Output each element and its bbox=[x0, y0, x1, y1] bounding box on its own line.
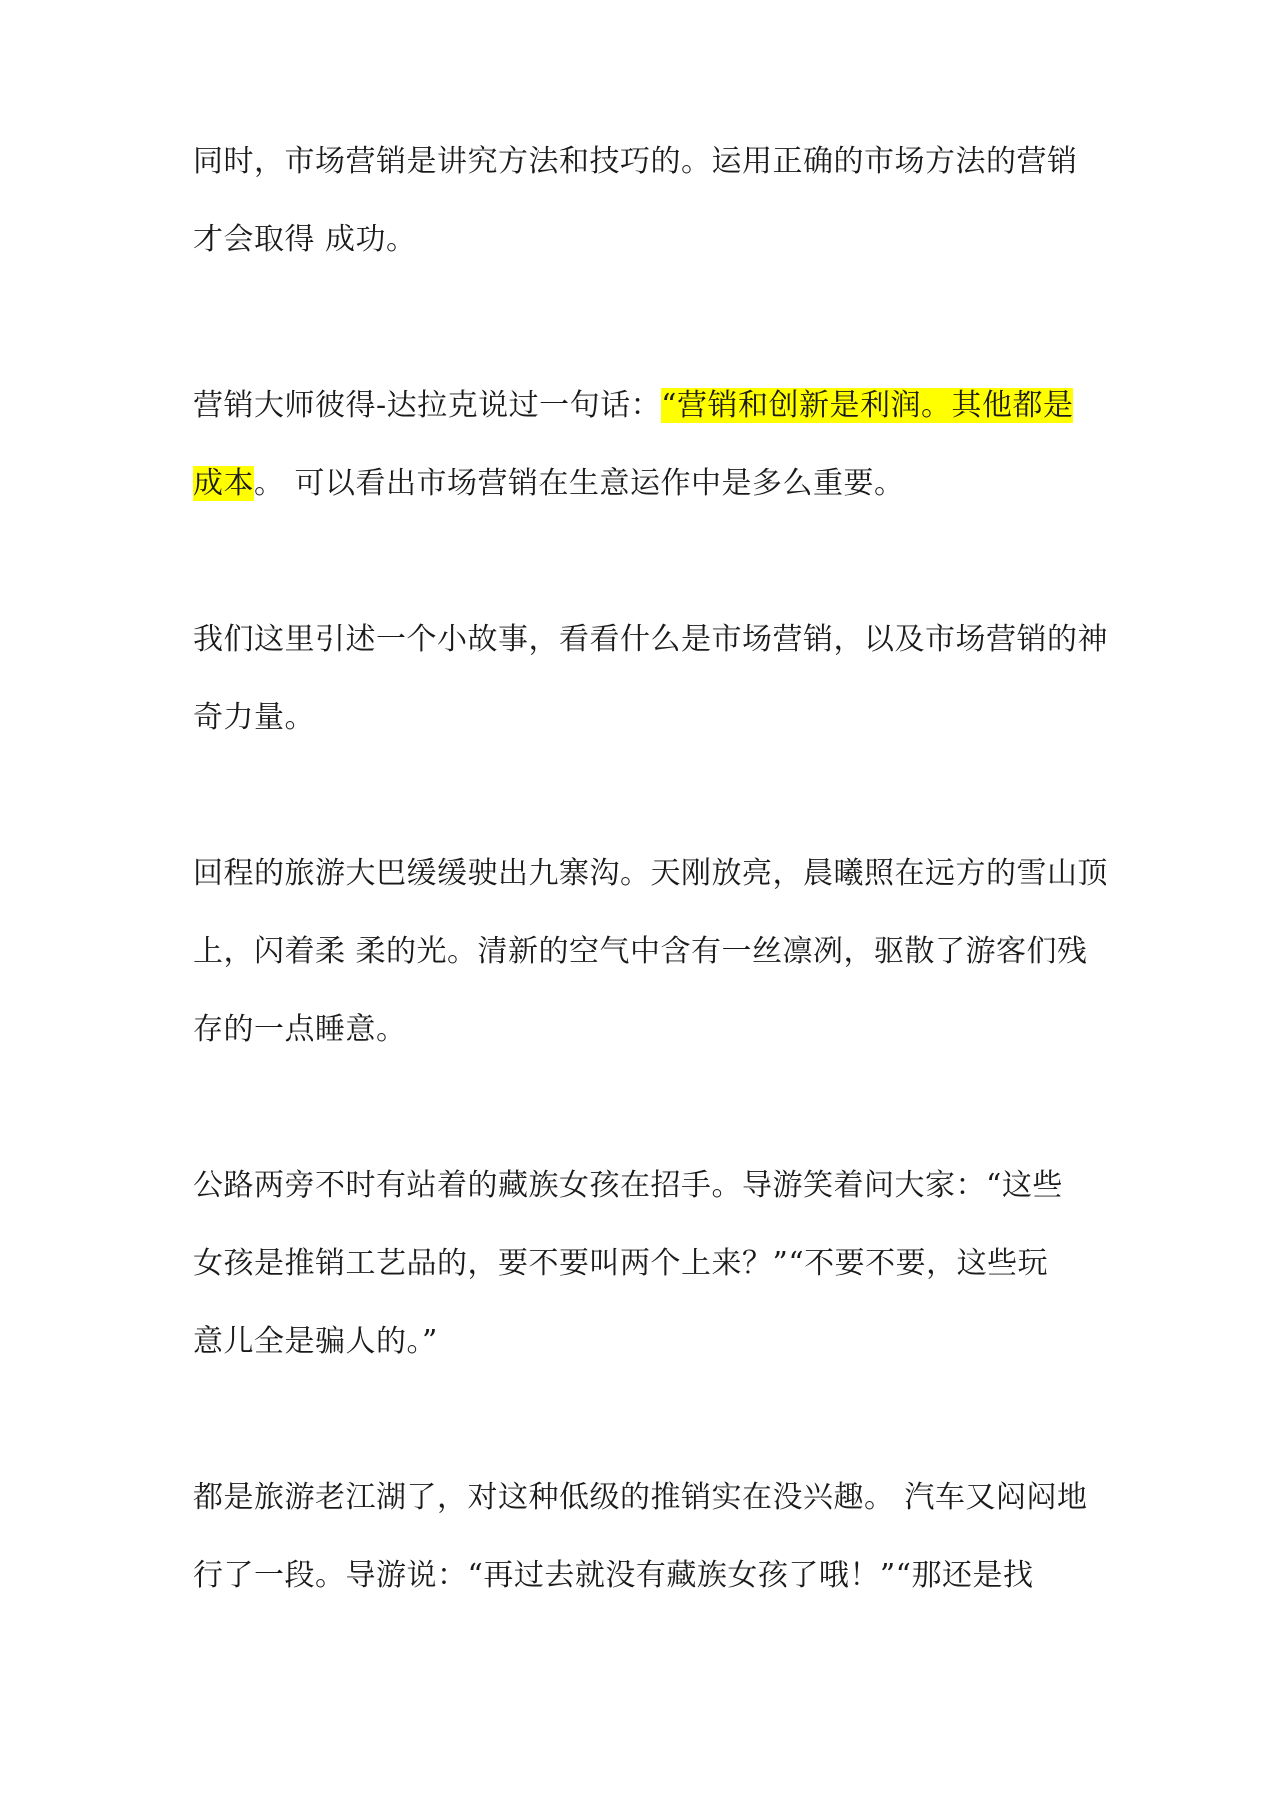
paragraph-5-line-1: 公路两旁不时有站着的藏族女孩在招手。导游笑着问大家：“这些 bbox=[193, 1168, 1063, 1203]
paragraph-6-line-1: 都是旅游老江湖了，对这种低级的推销实在没兴趣。 汽车又闷闷地 bbox=[193, 1480, 1088, 1515]
paragraph-4-line-3: 存的一点睡意。 bbox=[193, 1012, 407, 1047]
paragraph-5-line-3: 意儿全是骗人的。” bbox=[193, 1324, 438, 1359]
paragraph-4-line-2: 上，闪着柔 柔的光。清新的空气中含有一丝凛冽，驱散了游客们残 bbox=[193, 934, 1088, 969]
paragraph-2-line-2 bbox=[193, 462, 905, 506]
paragraph-4-line-1: 回程的旅游大巴缓缓驶出九寨沟。天刚放亮，晨曦照在远方的雪山顶 bbox=[193, 856, 1108, 891]
paragraph-2-remainder: 。 可以看出市场营销在生意运作中是多么重要。 bbox=[254, 466, 905, 501]
paragraph-3-line-1: 我们这里引述一个小故事，看看什么是市场营销，以及市场营销的神 bbox=[193, 622, 1108, 657]
highlighted-quote: “营销和创新是利润。其他都是 bbox=[661, 388, 1074, 423]
paragraph-1-line-1: 同时，市场营销是讲究方法和技巧的。运用正确的市场方法的营销 bbox=[193, 144, 1078, 179]
paragraph-6-line-2: 行了一段。导游说：“再过去就没有藏族女孩了哦！”“那还是找 bbox=[193, 1558, 1034, 1593]
paragraph-3-line-2: 奇力量。 bbox=[193, 700, 315, 735]
highlighted-quote-end: 成本 bbox=[193, 466, 254, 501]
paragraph-1-line-2: 才会取得 成功。 bbox=[193, 222, 417, 257]
paragraph-2-line-1 bbox=[193, 384, 1073, 428]
paragraph-5-line-2: 女孩是推销工艺品的，要不要叫两个上来？”“不要不要，这些玩 bbox=[193, 1246, 1049, 1281]
quote-intro-text: 营销大师彼得-达拉克说过一句话： bbox=[193, 388, 662, 423]
